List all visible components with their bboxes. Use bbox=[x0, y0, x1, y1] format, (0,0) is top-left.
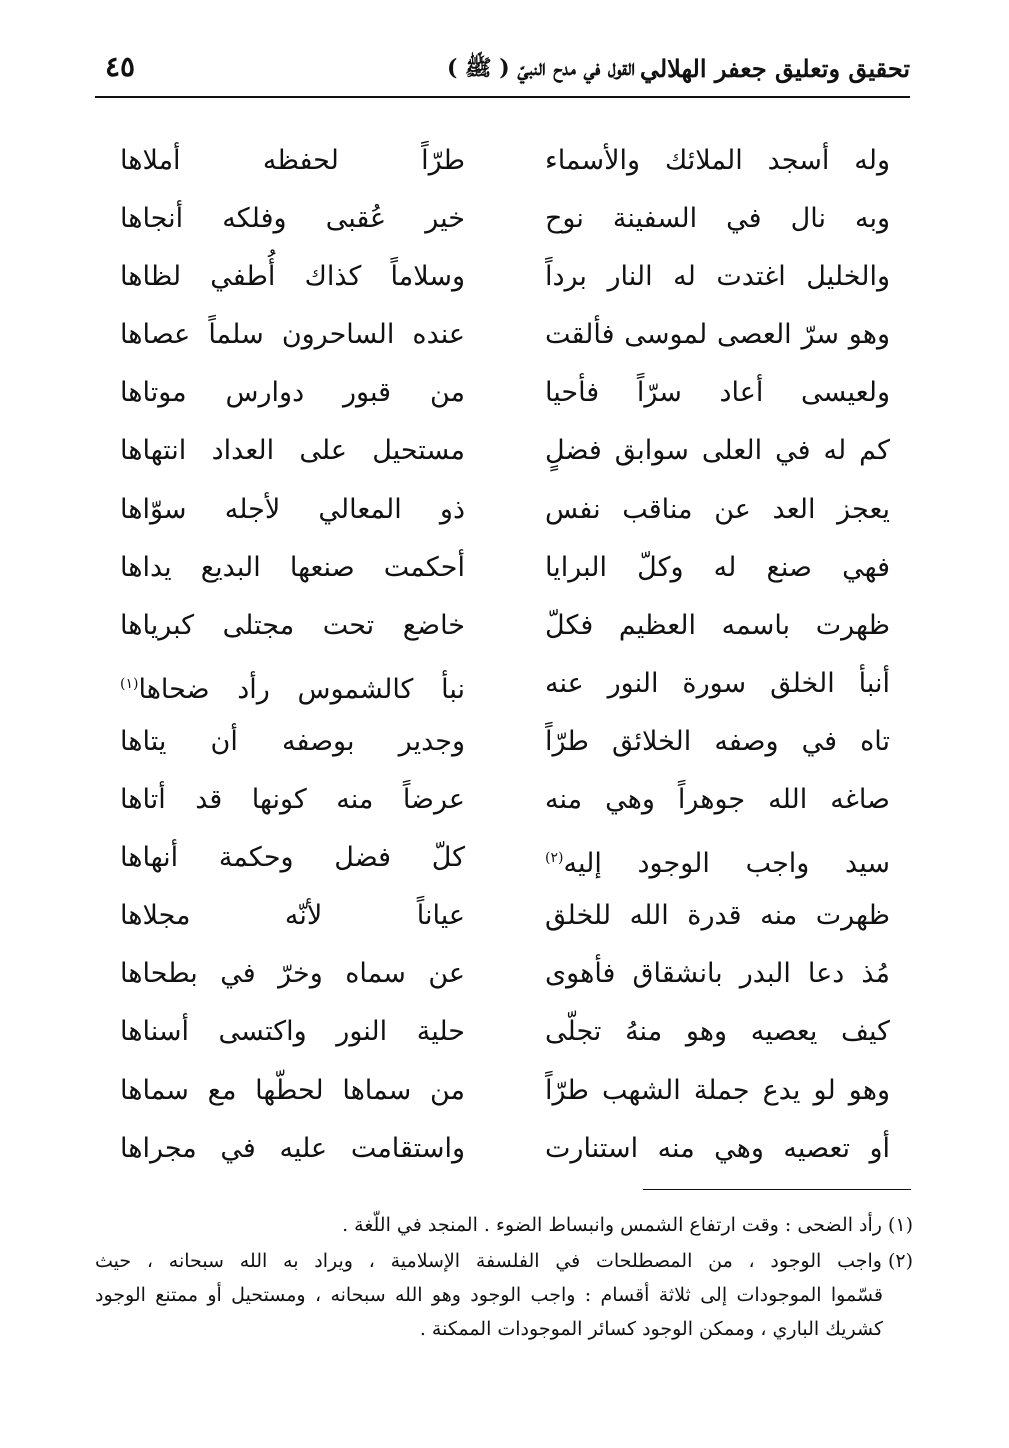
verse-second-hemistich: وجدير بوصفه أن يتاها bbox=[120, 725, 465, 757]
verse bbox=[120, 1120, 890, 1178]
verse-first-hemistich: تاه في وصفه الخلائق طرّاً bbox=[545, 725, 890, 757]
verse-second-hemistich: واستقامت عليه في مجراها bbox=[120, 1132, 465, 1164]
verse bbox=[120, 306, 890, 364]
footnote-number: (١) bbox=[887, 1214, 913, 1236]
verse bbox=[120, 829, 890, 887]
verse-second-hemistich: عنده الساحرون سلماً عصاها bbox=[120, 319, 465, 351]
verse-second-hemistich: مستحيل على العداد انتهاها bbox=[120, 435, 465, 467]
verse-first-hemistich: مُذ دعا البدر بانشقاق فأهوى bbox=[545, 958, 890, 990]
verse bbox=[120, 190, 890, 248]
verse-second-hemistich: خاضع تحت مجتلى كبرياها bbox=[120, 609, 465, 641]
footnote-divider bbox=[643, 1189, 911, 1190]
verse-second-hemistich: من قبور دوارس موتاها bbox=[120, 377, 465, 409]
verse-second-hemistich bbox=[120, 655, 465, 719]
verse-second-hemistich: أحكمت صنعها البديع يداها bbox=[120, 551, 465, 583]
verse-second-hemistich: طرّاً لحفظه أملاها bbox=[120, 145, 465, 176]
verse-text: نبأ كالشموس رأد ضحاها bbox=[138, 673, 465, 705]
verse-first-hemistich: ظهرت منه قدرة الله للخلق bbox=[545, 900, 890, 932]
verse-first-hemistich: كم له في العلى سوابق فضلٍ bbox=[545, 435, 890, 467]
verse bbox=[120, 1003, 890, 1061]
verse bbox=[120, 887, 890, 945]
verse-first-hemistich: وهو سرّ العصى لموسى فألقت bbox=[545, 319, 890, 351]
verse bbox=[120, 132, 890, 190]
verse-first-hemistich: وله أسجد الملائك والأسماء bbox=[545, 145, 890, 176]
verse-first-hemistich: أو تعصيه وهي منه استنارت bbox=[545, 1132, 890, 1164]
verse-second-hemistich: عياناً لأنّه مجلاها bbox=[120, 900, 465, 932]
verse-first-hemistich: صاغه الله جوهراً وهي منه bbox=[545, 784, 890, 816]
verse bbox=[120, 422, 890, 480]
page-number: ٤٥ bbox=[105, 50, 136, 83]
verse bbox=[120, 248, 890, 306]
footnote-marker: (١) bbox=[120, 675, 139, 692]
verse-first-hemistich: يعجز العد عن مناقب نفس bbox=[545, 493, 890, 525]
verse-second-hemistich: حلية النور واكتسى أسناها bbox=[120, 1016, 465, 1048]
verse-first-hemistich: كيف يعصيه وهو منهُ تجلّى bbox=[545, 1016, 890, 1048]
poem bbox=[120, 132, 890, 1178]
verse-first-hemistich: فهي صنع له وكلّ البرايا bbox=[545, 551, 890, 583]
footnote-number: (٢) bbox=[887, 1250, 913, 1272]
verse-first-hemistich: وهو لو يدع جملة الشهب طرّاً bbox=[545, 1074, 890, 1106]
verse bbox=[120, 481, 890, 539]
footnote-text: رأد الضحى : وقت ارتفاع الشمس وانبساط الضوء . المنجد في اللّغة . bbox=[342, 1214, 882, 1236]
footnote bbox=[95, 1208, 913, 1242]
verse bbox=[120, 1062, 890, 1120]
verse-first-hemistich: ولعيسى أعاد سرّاً فأحيا bbox=[545, 377, 890, 409]
footnote-first-line bbox=[95, 1244, 913, 1278]
verse bbox=[120, 597, 890, 655]
verse-first-hemistich: أنبأ الخلق سورة النور عنه bbox=[545, 667, 890, 699]
verse-second-hemistich: من سماها لحطّها مع سماها bbox=[120, 1074, 465, 1106]
running-header bbox=[95, 40, 910, 98]
verse bbox=[120, 364, 890, 422]
chapter-title: القول في مدح النبيّ ( ﷺ ) bbox=[446, 55, 635, 81]
footnote-marker: (٢) bbox=[545, 850, 564, 867]
book-title: تحقيق وتعليق جعفر الهلالي bbox=[639, 54, 910, 83]
footnote-text: واجب الوجود ، من المصطلحات في الفلسفة الإسلامية ، ويراد به الله سبحانه ، حيث bbox=[95, 1250, 882, 1272]
footnote-text: قسّموا الموجودات إلى ثلاثة أقسام : واجب الوجود وهو الله سبحانه ، ومستحيل أو ممتنع الوجود كشريك الباري ، وممكن الوجود كسائر الموجودات الممكنة . bbox=[95, 1284, 883, 1340]
verse-first-hemistich: والخليل اغتدت له النار برداً bbox=[545, 261, 890, 293]
verse-second-hemistich: خير عُقبى وفلكه أنجاها bbox=[120, 203, 465, 235]
verse bbox=[120, 655, 890, 713]
verse-text: سيد واجب الوجود إليه bbox=[563, 848, 890, 880]
verse-first-hemistich bbox=[545, 829, 890, 893]
verse-second-hemistich: ذو المعالي لأجله سوّاها bbox=[120, 493, 465, 525]
verse-second-hemistich: وسلاماً كذاك أُطفي لظاها bbox=[120, 261, 465, 293]
verse-first-hemistich: وبه نال في السفينة نوح bbox=[545, 203, 890, 235]
verse-second-hemistich: عرضاً منه كونها قد أتاها bbox=[120, 784, 465, 816]
verse-second-hemistich: عن سماه وخرّ في بطحاها bbox=[120, 958, 465, 990]
verse-second-hemistich: كلّ فضل وحكمة أنهاها bbox=[120, 842, 465, 874]
verse bbox=[120, 945, 890, 1003]
verse bbox=[120, 539, 890, 597]
verse bbox=[120, 713, 890, 771]
verse bbox=[120, 771, 890, 829]
footnotes bbox=[95, 1208, 913, 1348]
verse-first-hemistich: ظهرت باسمه العظيم فكلّ bbox=[545, 609, 890, 641]
footnote bbox=[95, 1244, 913, 1346]
